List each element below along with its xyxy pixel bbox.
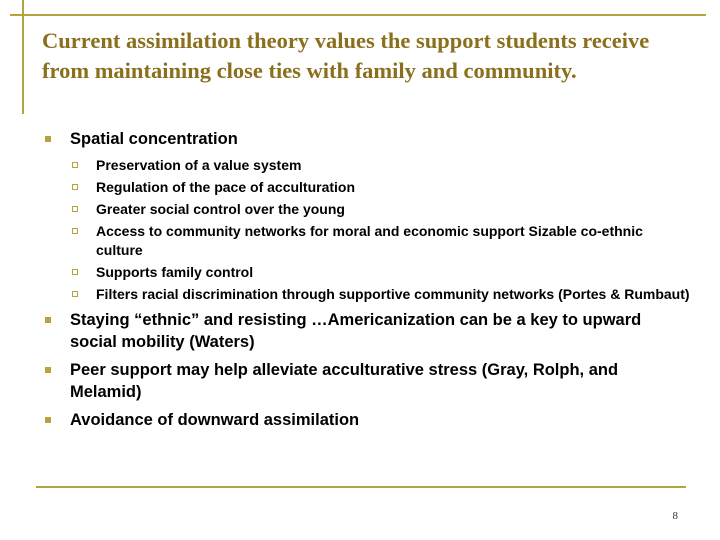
sub-bullet-item: [42, 285, 692, 304]
hollow-square-bullet-icon: [72, 162, 78, 168]
hollow-square-bullet-icon: [72, 228, 78, 234]
page-number: 8: [672, 510, 678, 522]
sub-bullet-text: Supports family control: [96, 264, 254, 280]
sub-bullet-list: [42, 156, 692, 304]
square-bullet-icon: [45, 367, 51, 373]
bullet-text: Staying “ethnic” and resisting …Americanization can be a key to upward social mobility (Waters): [70, 311, 642, 351]
bullet-text: Avoidance of downward assimilation: [70, 411, 360, 429]
sub-bullet-text: Access to community networks for moral and economic support Sizable co-ethnic culture: [96, 223, 643, 258]
bullet-text: Spatial concentration: [70, 130, 238, 148]
sub-bullet-item: [42, 178, 692, 197]
bullet-item: [42, 359, 692, 403]
square-bullet-icon: [45, 417, 51, 423]
bullet-text: Peer support may help alleviate acculturative stress (Gray, Rolph, and Melamid): [70, 361, 619, 401]
square-bullet-icon: [45, 136, 51, 142]
hollow-square-bullet-icon: [72, 206, 78, 212]
hollow-square-bullet-icon: [72, 291, 78, 297]
hollow-square-bullet-icon: [72, 184, 78, 190]
bullet-item: [42, 409, 692, 431]
bullet-item: [42, 309, 692, 353]
sub-bullet-item: [42, 200, 692, 219]
bullet-item: [42, 128, 692, 150]
decorative-vertical-line: [22, 0, 24, 114]
decorative-top-line: [10, 14, 706, 16]
slide-title: Current assimilation theory values the support students receive from maintaining close ties with family and community.: [42, 28, 650, 83]
sub-bullet-item: [42, 263, 692, 282]
bullet-list: [42, 128, 692, 437]
hollow-square-bullet-icon: [72, 269, 78, 275]
sub-bullet-item: [42, 222, 692, 260]
sub-bullet-text: Preservation of a value system: [96, 157, 302, 173]
sub-bullet-item: [42, 156, 692, 175]
sub-bullet-text: Greater social control over the young: [96, 201, 345, 217]
square-bullet-icon: [45, 317, 51, 323]
decorative-bottom-line: [36, 486, 686, 488]
sub-bullet-text: Regulation of the pace of acculturation: [96, 179, 356, 195]
sub-bullet-text: Filters racial discrimination through supportive community networks (Portes & Rumbaut): [96, 286, 690, 302]
